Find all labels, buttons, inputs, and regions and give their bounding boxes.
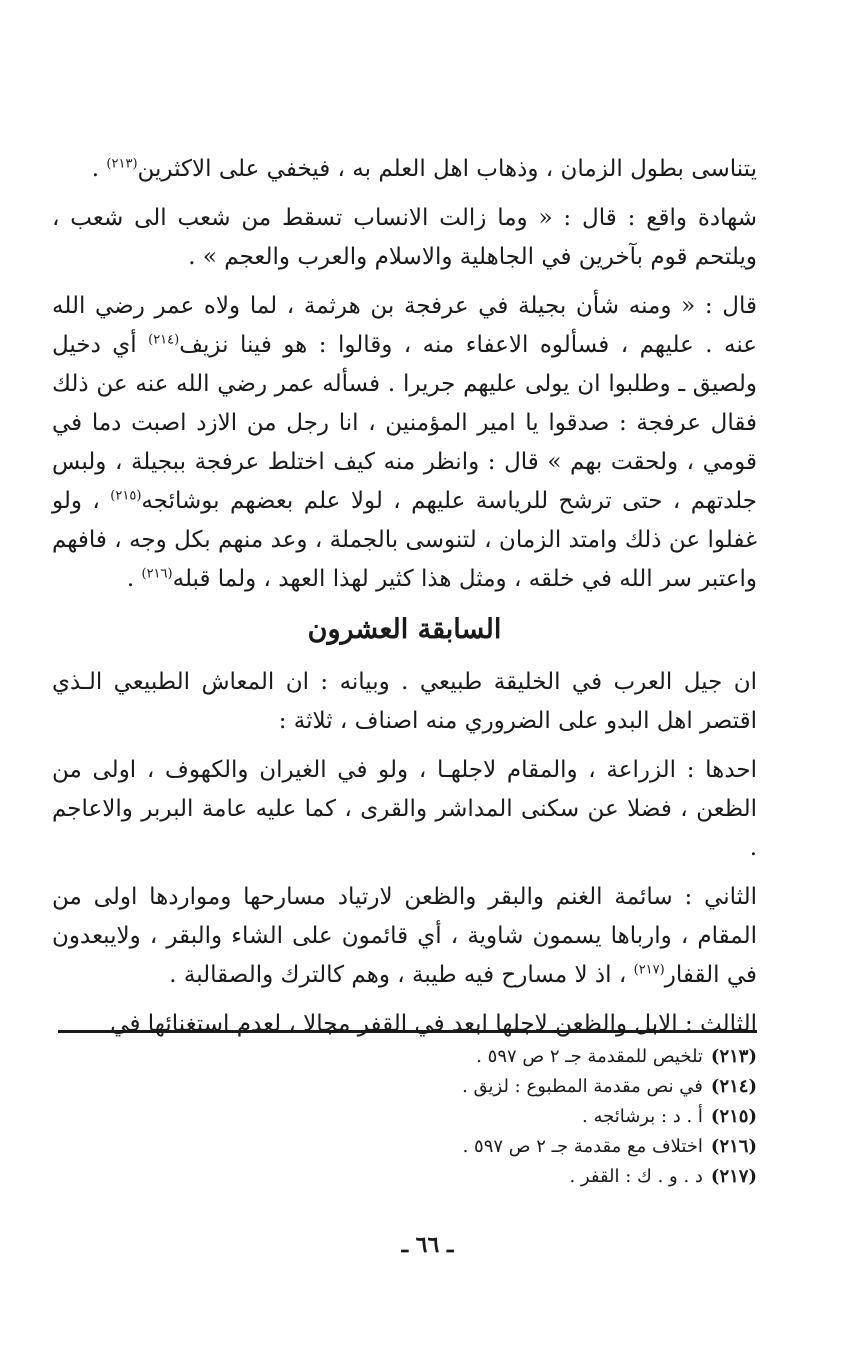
footnotes-list [120,1042,757,1192]
footnote-number: (٢١٦) [710,1136,757,1157]
footnote-divider [58,1030,757,1033]
footnote-number: (٢١٣) [710,1046,757,1067]
paragraph: شهادة واقع : قال : « وما زالت الانساب تسقط من شعب الى شعب ، ويلتحم قوم بآخرين في الجاهلية والاسلام والعرب والعجم » . [52,205,757,270]
paragraph: الثاني : سائمة الغنم والبقر والظعن لارتياد مسارحها ومواردها اولى من المقام ، وارباها يسمون شاوية ، أي قائمون على الشاء والبقر ، ولايبعدون في القفار$^{(٢١٧)}$ ، اذ لا مسارح فيه طيبة ، وهم كالترك والصقالبة . [52,884,757,988]
footnote-text: د . و . ك : القفر . [569,1166,703,1187]
footnote-text: اختلاف مع مقدمة جـ ٢ ص ٥٩٧ . [462,1136,703,1157]
paragraph: الثالث : الابل والظعن لاجلها ابعد في القفر مجالا ، لعدم استغنائها في [110,1011,757,1037]
footnote-ref: (٢١٥) [110,488,142,504]
footnote-ref: (٢١٦) [141,566,173,582]
footnote-ref: (٢١٤) [148,332,180,348]
footnote [120,1072,757,1102]
body-text [52,150,757,1054]
paragraph: قال : « ومنه شأن بجيلة في عرفجة بن هرثمة ، لما ولاه عمر رضي الله عنه . عليهم ، فسألوه الاعفاء منه ، وقالوا : هو فينا نزيف$^{(٢١٤)}$ أي دخيل ولصيق ـ وطلبوا ان يولى عليهم جريرا . فسأله عمر رضي الله عنه عن ذلك فقال عرفجة : صدقوا يا امير المؤمنين ، انا رجل من الازد اصبت دما في قومي ، ولحقت بهم » قال : وانظر منه كيف اختلط عرفجة ببجيلة ، ولبس جلدتهم ، حتى ترشح للرياسة عليهم ، لولا علم بعضهم بوشائجه$^{(٢١٥)}$ ، ولو غفلوا عن ذلك وامتد الزمان ، لتنوسى بالجملة ، وعد منهم بكل وجه ، فافهم واعتبر سر الله في خلقه ، ومثل هذا كثير لهذا العهد ، ولما قبله$^{(٢١٦)}$ . [52,293,757,592]
footnote-number: (٢١٤) [710,1076,757,1097]
footnote-text: في نص مقدمة المطبوع : لزيق . [462,1076,703,1097]
paragraph: يتناسى بطول الزمان ، وذهاب اهل العلم به ، فيخفي على الاكثرين$^{(٢١٣)}$ . [91,156,757,182]
footnote-ref: (٢١٧) [633,962,665,978]
footnote [120,1102,757,1132]
footnote [120,1132,757,1162]
paragraph: احدها : الزراعة ، والمقام لاجلهـا ، ولو في الغيران والكهوف ، اولى من الظعن ، فضلا عن سكنى المداشر والقرى ، كما عليه عامة البربر والاعاجم . [52,757,757,861]
footnote-text: تلخيص للمقدمة جـ ٢ ص ٥٩٧ . [476,1046,703,1067]
footnote-number: (٢١٥) [710,1106,757,1127]
footnote-text: أ . د : برشائجه . [582,1106,703,1127]
footnote-ref: (٢١٣) [106,156,138,172]
footnote [120,1042,757,1072]
footnote-number: (٢١٧) [710,1166,757,1187]
footnote [120,1162,757,1192]
section-heading: السابقة العشرون [307,614,502,645]
paragraph: ان جيل العرب في الخليقة طبيعي . وبيانه : ان المعاش الطبيعي الـذي اقتصر اهل البدو على الضروري منه اصناف ، ثلاثة : [52,669,757,734]
page-number: ـ ٦٦ ـ [401,1232,454,1258]
